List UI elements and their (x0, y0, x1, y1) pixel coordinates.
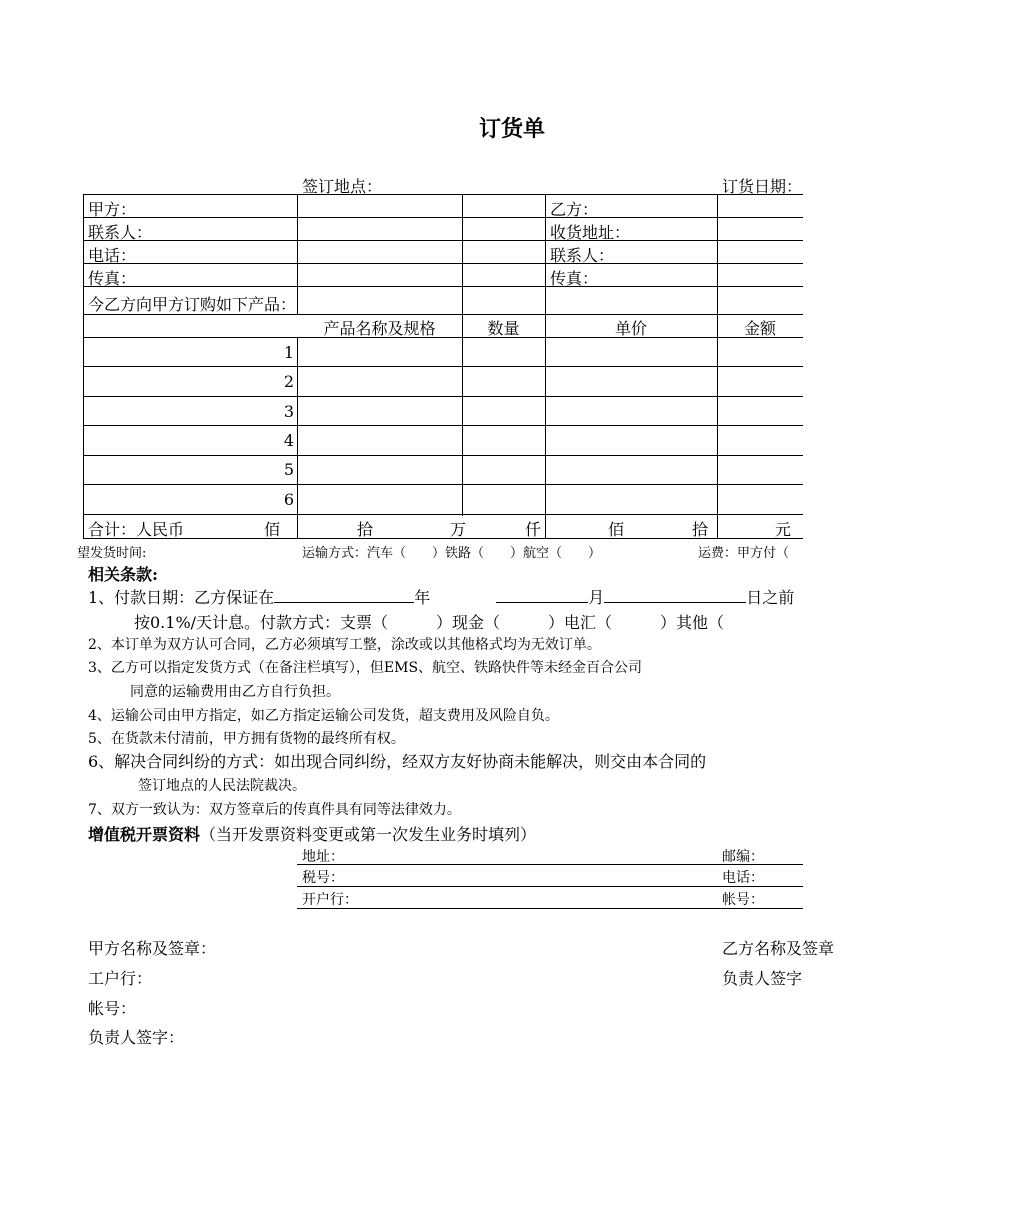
term-1-payment: 按0.1%/天计息。付款方式：支票（ ）现金（ ）电汇（ ）其他（ (134, 613, 725, 632)
day-blank (604, 588, 746, 603)
shipping-fee-label: 运费：甲方付（ (698, 546, 790, 561)
year-blank (274, 588, 414, 603)
term-6: 6、解决合同纠纷的方式：如出现合同纠纷，经双方友好协商未能解决，则交由本合同的 (88, 752, 707, 771)
total-unit-qian: 仟 (525, 520, 542, 539)
row-number: 4 (283, 431, 294, 450)
vat-note: （当开发票资料变更或第一次发生业务时填列） (200, 825, 537, 844)
row-number: 5 (283, 460, 294, 479)
month-blank (496, 588, 588, 603)
intro-text: 今乙方向甲方订购如下产品： (88, 295, 297, 314)
term-1 (88, 585, 794, 608)
party-b-sign-label: 负责人签字 (722, 969, 803, 988)
total-label: 合计：人民币 (88, 520, 185, 539)
total-unit-shi: 拾 (357, 520, 374, 539)
term-3-cont: 同意的运输费用由乙方自行负担。 (130, 684, 340, 700)
row-number: 3 (283, 402, 294, 421)
contact-b-label: 联系人： (550, 246, 615, 265)
page-title: 订货单 (478, 116, 545, 142)
delivery-address-label: 收货地址： (550, 223, 631, 242)
term-1-day: 日之前 (746, 588, 795, 607)
party-a-label: 甲方： (88, 200, 137, 219)
term-5: 5、在货款未付清前，甲方拥有货物的最终所有权。 (88, 731, 405, 747)
row-number: 1 (283, 343, 294, 362)
col-header-amount: 金额 (743, 319, 776, 338)
total-unit-bai: 佰 (264, 520, 281, 539)
term-1-month: 月 (588, 588, 605, 607)
shipping-method-label: 运输方式：汽车（ ）铁路（ ）航空（ ） (302, 546, 602, 561)
term-7: 7、双方一致认为：双方签章后的传真件具有同等法律效力。 (88, 802, 461, 818)
term-4: 4、运输公司由甲方指定，如乙方指定运输公司发货，超支费用及风险自负。 (88, 708, 559, 724)
vat-postcode-label: 邮编： (722, 849, 764, 865)
party-a-sign-label: 负责人签字： (88, 1028, 185, 1047)
term-6-cont: 签订地点的人民法院裁决。 (138, 778, 306, 794)
vat-title: 增值税开票资料 (88, 825, 201, 844)
vat-address-label: 地址： (302, 849, 344, 865)
vat-taxno-label: 税号： (302, 870, 344, 886)
party-a-signature-label: 甲方名称及签章： (88, 939, 217, 958)
vat-phone-label: 电话： (722, 870, 764, 886)
col-header-name: 产品名称及规格 (323, 319, 436, 338)
term-3: 3、乙方可以指定发货方式（在备注栏填写），但EMS、航空、铁路快件等未经金百合公司 (88, 660, 643, 676)
vat-account-label: 帐号： (722, 892, 764, 908)
party-b-label: 乙方： (550, 200, 599, 219)
total-unit-wan: 万 (450, 520, 467, 539)
party-a-bank-label: 工户行： (88, 969, 153, 988)
order-date-label: 订货日期： (722, 177, 803, 196)
total-unit-shi: 拾 (692, 520, 709, 539)
party-b-signature-label: 乙方名称及签章 (722, 939, 835, 958)
contact-a-label: 联系人： (88, 223, 153, 242)
term-1-text: 1、付款日期：乙方保证在 (88, 588, 275, 607)
party-a-account-label: 帐号： (88, 999, 137, 1018)
sign-place-label: 签订地点： (302, 177, 383, 196)
total-unit-bai: 佰 (608, 520, 625, 539)
total-unit-yuan: 元 (775, 520, 792, 539)
terms-title: 相关条款: (88, 565, 158, 584)
shipping-time-label: 望发货时间: (77, 546, 147, 561)
fax-a-label: 传真： (88, 269, 137, 288)
vat-bank-label: 开户行： (302, 892, 358, 908)
fax-b-label: 传真： (550, 269, 599, 288)
col-header-price: 单价 (614, 319, 647, 338)
col-header-qty: 数量 (487, 319, 520, 338)
vat-heading (88, 822, 536, 845)
row-number: 2 (283, 372, 294, 391)
term-2: 2、本订单为双方认可合同，乙方必须填写工整，涂改或以其他格式均为无效订单。 (88, 637, 601, 653)
row-number: 6 (283, 490, 294, 509)
term-1-year: 年 (414, 588, 431, 607)
phone-a-label: 电话： (88, 246, 137, 265)
